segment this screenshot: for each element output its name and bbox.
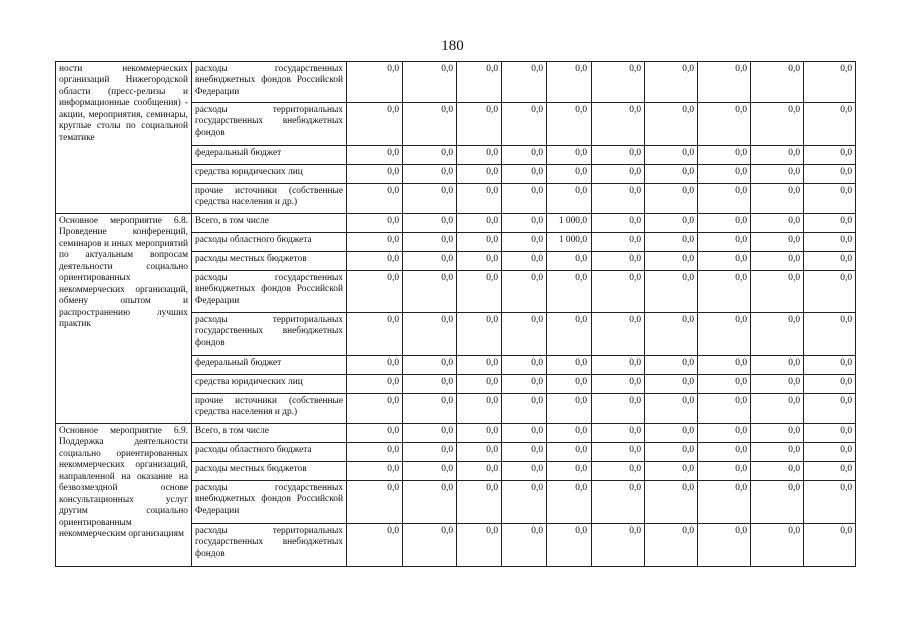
amount-cell: 0,0 (592, 424, 645, 443)
amount-cell: 0,0 (457, 165, 502, 184)
activity-description: Основное мероприятие 6.9. Поддержка деятельности социально ориентированных некоммерческих организаций, направленной на оказание на безвозмездной основе консультационных услуг другим социально ориентированным некоммерческим организациям (56, 424, 192, 567)
amount-cell: 0,0 (502, 165, 547, 184)
amount-cell: 0,0 (403, 443, 457, 462)
amount-cell: 0,0 (804, 424, 856, 443)
amount-cell: 0,0 (502, 443, 547, 462)
amount-cell: 0,0 (645, 524, 698, 567)
amount-cell: 0,0 (457, 233, 502, 252)
amount-cell: 0,0 (698, 313, 751, 356)
amount-cell: 0,0 (804, 184, 856, 214)
amount-cell: 0,0 (347, 356, 403, 375)
activity-description: Основное мероприятие 6.8. Проведение конференций, семинаров и иных мероприятий по актуальным вопросам деятельности социально ориентированных некоммерческих организаций, обмену опытом и распространению лучших практик (56, 214, 192, 424)
amount-cell: 0,0 (804, 271, 856, 313)
amount-cell: 0,0 (751, 375, 804, 394)
amount-cell: 0,0 (347, 443, 403, 462)
amount-cell: 0,0 (502, 424, 547, 443)
amount-cell: 0,0 (457, 394, 502, 424)
amount-cell: 0,0 (592, 103, 645, 146)
funding-source: расходы территориальных государственных внебюджетных фондов (192, 524, 347, 567)
amount-cell: 0,0 (645, 313, 698, 356)
amount-cell: 0,0 (804, 165, 856, 184)
amount-cell: 0,0 (502, 214, 547, 233)
amount-cell: 0,0 (403, 146, 457, 165)
amount-cell: 0,0 (502, 524, 547, 567)
amount-cell: 0,0 (645, 214, 698, 233)
amount-cell: 0,0 (698, 356, 751, 375)
amount-cell: 0,0 (547, 313, 592, 356)
funding-source: расходы территориальных государственных внебюджетных фондов (192, 103, 347, 146)
amount-cell: 0,0 (347, 481, 403, 524)
amount-cell: 0,0 (502, 233, 547, 252)
amount-cell: 0,0 (804, 481, 856, 524)
amount-cell: 0,0 (347, 271, 403, 313)
amount-cell: 0,0 (403, 313, 457, 356)
amount-cell: 0,0 (698, 252, 751, 271)
amount-cell: 0,0 (804, 233, 856, 252)
amount-cell: 0,0 (592, 146, 645, 165)
funding-source: прочие источники (собственные средства населения и др.) (192, 184, 347, 214)
amount-cell: 0,0 (592, 165, 645, 184)
amount-cell: 0,0 (804, 62, 856, 103)
amount-cell: 0,0 (592, 271, 645, 313)
amount-cell: 0,0 (547, 103, 592, 146)
amount-cell: 0,0 (457, 103, 502, 146)
amount-cell: 0,0 (547, 524, 592, 567)
amount-cell: 0,0 (592, 462, 645, 481)
amount-cell: 0,0 (457, 271, 502, 313)
amount-cell: 0,0 (645, 481, 698, 524)
funding-source: Всего, в том числе (192, 424, 347, 443)
amount-cell: 0,0 (592, 184, 645, 214)
amount-cell: 0,0 (403, 271, 457, 313)
table-row (56, 424, 856, 443)
funding-source: расходы местных бюджетов (192, 252, 347, 271)
page-number: 180 (441, 38, 464, 54)
amount-cell: 0,0 (347, 524, 403, 567)
amount-cell: 0,0 (751, 214, 804, 233)
amount-cell: 0,0 (804, 313, 856, 356)
amount-cell: 0,0 (347, 313, 403, 356)
amount-cell: 0,0 (804, 146, 856, 165)
amount-cell: 0,0 (804, 394, 856, 424)
amount-cell: 0,0 (347, 394, 403, 424)
amount-cell: 0,0 (698, 462, 751, 481)
funding-source: Всего, в том числе (192, 214, 347, 233)
amount-cell: 0,0 (347, 146, 403, 165)
amount-cell: 0,0 (698, 481, 751, 524)
amount-cell: 0,0 (403, 356, 457, 375)
funding-source: расходы государственных внебюджетных фондов Российской Федерации (192, 62, 347, 103)
amount-cell: 0,0 (547, 443, 592, 462)
amount-cell: 0,0 (698, 233, 751, 252)
amount-cell: 0,0 (645, 233, 698, 252)
amount-cell: 0,0 (645, 462, 698, 481)
amount-cell: 0,0 (457, 424, 502, 443)
amount-cell: 0,0 (698, 424, 751, 443)
amount-cell: 0,0 (347, 103, 403, 146)
amount-cell: 0,0 (347, 62, 403, 103)
amount-cell: 0,0 (547, 375, 592, 394)
amount-cell: 0,0 (592, 356, 645, 375)
amount-cell: 0,0 (502, 375, 547, 394)
amount-cell: 0,0 (592, 233, 645, 252)
amount-cell: 0,0 (502, 481, 547, 524)
funding-source: расходы государственных внебюджетных фондов Российской Федерации (192, 271, 347, 313)
amount-cell: 0,0 (804, 103, 856, 146)
amount-cell: 0,0 (751, 313, 804, 356)
amount-cell: 0,0 (645, 394, 698, 424)
amount-cell: 0,0 (751, 524, 804, 567)
amount-cell: 0,0 (645, 146, 698, 165)
amount-cell: 0,0 (645, 62, 698, 103)
amount-cell: 0,0 (592, 214, 645, 233)
amount-cell: 0,0 (751, 252, 804, 271)
amount-cell: 0,0 (751, 184, 804, 214)
amount-cell: 0,0 (751, 394, 804, 424)
amount-cell: 0,0 (502, 103, 547, 146)
amount-cell: 0,0 (804, 524, 856, 567)
amount-cell: 0,0 (403, 252, 457, 271)
amount-cell: 0,0 (592, 375, 645, 394)
amount-cell: 0,0 (804, 214, 856, 233)
amount-cell: 0,0 (645, 443, 698, 462)
table-row (56, 62, 856, 103)
amount-cell: 0,0 (457, 252, 502, 271)
amount-cell: 0,0 (403, 394, 457, 424)
amount-cell: 0,0 (502, 271, 547, 313)
amount-cell: 0,0 (403, 165, 457, 184)
amount-cell: 0,0 (403, 462, 457, 481)
amount-cell: 0,0 (547, 252, 592, 271)
amount-cell: 1 000,0 (547, 214, 592, 233)
amount-cell: 0,0 (804, 462, 856, 481)
amount-cell: 0,0 (457, 375, 502, 394)
amount-cell: 0,0 (645, 165, 698, 184)
amount-cell: 0,0 (502, 146, 547, 165)
amount-cell: 0,0 (502, 462, 547, 481)
amount-cell: 0,0 (403, 214, 457, 233)
amount-cell: 0,0 (751, 233, 804, 252)
amount-cell: 0,0 (751, 103, 804, 146)
amount-cell: 0,0 (645, 184, 698, 214)
activity-description: ности некоммерческих организаций Нижегородской области (пресс-релизы и информационные сообщения) - акции, мероприятия, семинары, круглые столы по социальной тематике (56, 62, 192, 214)
amount-cell: 0,0 (403, 375, 457, 394)
amount-cell: 0,0 (751, 146, 804, 165)
amount-cell: 0,0 (698, 146, 751, 165)
amount-cell: 0,0 (751, 481, 804, 524)
amount-cell: 0,0 (347, 424, 403, 443)
amount-cell: 0,0 (645, 271, 698, 313)
funding-source: прочие источники (собственные средства населения и др.) (192, 394, 347, 424)
amount-cell: 1 000,0 (547, 233, 592, 252)
amount-cell: 0,0 (751, 271, 804, 313)
funding-source: федеральный бюджет (192, 146, 347, 165)
amount-cell: 0,0 (751, 356, 804, 375)
amount-cell: 0,0 (751, 424, 804, 443)
amount-cell: 0,0 (403, 233, 457, 252)
amount-cell: 0,0 (457, 524, 502, 567)
amount-cell: 0,0 (502, 356, 547, 375)
amount-cell: 0,0 (403, 62, 457, 103)
amount-cell: 0,0 (403, 524, 457, 567)
amount-cell: 0,0 (347, 462, 403, 481)
amount-cell: 0,0 (457, 462, 502, 481)
amount-cell: 0,0 (502, 62, 547, 103)
funding-source: расходы областного бюджета (192, 443, 347, 462)
budget-table (55, 61, 856, 567)
amount-cell: 0,0 (592, 443, 645, 462)
amount-cell: 0,0 (698, 184, 751, 214)
amount-cell: 0,0 (502, 313, 547, 356)
amount-cell: 0,0 (645, 356, 698, 375)
amount-cell: 0,0 (457, 443, 502, 462)
amount-cell: 0,0 (698, 103, 751, 146)
amount-cell: 0,0 (751, 443, 804, 462)
amount-cell: 0,0 (698, 394, 751, 424)
amount-cell: 0,0 (592, 394, 645, 424)
amount-cell: 0,0 (502, 184, 547, 214)
funding-source: средства юридических лиц (192, 375, 347, 394)
amount-cell: 0,0 (547, 146, 592, 165)
amount-cell: 0,0 (804, 443, 856, 462)
funding-source: расходы государственных внебюджетных фондов Российской Федерации (192, 481, 347, 524)
funding-source: расходы местных бюджетов (192, 462, 347, 481)
amount-cell: 0,0 (547, 424, 592, 443)
amount-cell: 0,0 (457, 62, 502, 103)
amount-cell: 0,0 (347, 214, 403, 233)
amount-cell: 0,0 (592, 481, 645, 524)
funding-source: расходы областного бюджета (192, 233, 347, 252)
amount-cell: 0,0 (347, 375, 403, 394)
amount-cell: 0,0 (592, 524, 645, 567)
amount-cell: 0,0 (347, 252, 403, 271)
amount-cell: 0,0 (645, 103, 698, 146)
amount-cell: 0,0 (547, 481, 592, 524)
amount-cell: 0,0 (751, 462, 804, 481)
amount-cell: 0,0 (347, 165, 403, 184)
amount-cell: 0,0 (751, 62, 804, 103)
amount-cell: 0,0 (547, 62, 592, 103)
amount-cell: 0,0 (547, 394, 592, 424)
amount-cell: 0,0 (403, 481, 457, 524)
funding-source: средства юридических лиц (192, 165, 347, 184)
amount-cell: 0,0 (403, 103, 457, 146)
amount-cell: 0,0 (645, 375, 698, 394)
amount-cell: 0,0 (751, 165, 804, 184)
amount-cell: 0,0 (547, 165, 592, 184)
amount-cell: 0,0 (457, 146, 502, 165)
funding-source: федеральный бюджет (192, 356, 347, 375)
amount-cell: 0,0 (547, 184, 592, 214)
amount-cell: 0,0 (457, 356, 502, 375)
amount-cell: 0,0 (698, 165, 751, 184)
amount-cell: 0,0 (347, 233, 403, 252)
amount-cell: 0,0 (457, 214, 502, 233)
amount-cell: 0,0 (403, 184, 457, 214)
amount-cell: 0,0 (698, 524, 751, 567)
amount-cell: 0,0 (457, 481, 502, 524)
amount-cell: 0,0 (698, 271, 751, 313)
amount-cell: 0,0 (592, 252, 645, 271)
amount-cell: 0,0 (592, 62, 645, 103)
amount-cell: 0,0 (457, 184, 502, 214)
amount-cell: 0,0 (645, 424, 698, 443)
table-row (56, 214, 856, 233)
amount-cell: 0,0 (547, 271, 592, 313)
amount-cell: 0,0 (804, 375, 856, 394)
amount-cell: 0,0 (547, 462, 592, 481)
funding-source: расходы территориальных государственных внебюджетных фондов (192, 313, 347, 356)
amount-cell: 0,0 (502, 394, 547, 424)
amount-cell: 0,0 (403, 424, 457, 443)
amount-cell: 0,0 (457, 313, 502, 356)
amount-cell: 0,0 (804, 356, 856, 375)
amount-cell: 0,0 (502, 252, 547, 271)
amount-cell: 0,0 (698, 375, 751, 394)
amount-cell: 0,0 (698, 214, 751, 233)
amount-cell: 0,0 (347, 184, 403, 214)
amount-cell: 0,0 (592, 313, 645, 356)
amount-cell: 0,0 (698, 62, 751, 103)
amount-cell: 0,0 (547, 356, 592, 375)
amount-cell: 0,0 (698, 443, 751, 462)
amount-cell: 0,0 (804, 252, 856, 271)
table-body (56, 62, 856, 567)
amount-cell: 0,0 (645, 252, 698, 271)
